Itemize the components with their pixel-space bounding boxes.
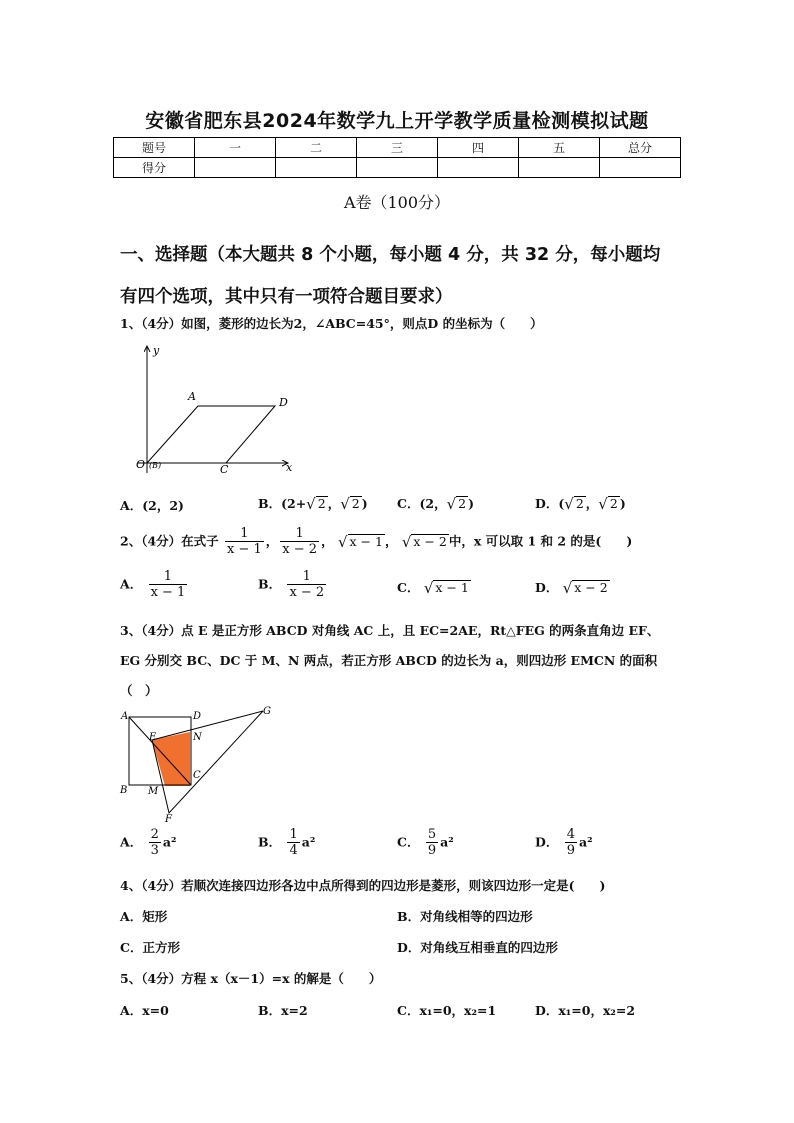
rhombus-abcd — [147, 406, 275, 463]
q4-option-c: C．正方形 — [120, 940, 180, 955]
point-n-label: N — [193, 732, 202, 743]
section-heading: A卷（100分） — [343, 193, 451, 212]
fraction: $\frac{1}{x - 2}$ — [282, 526, 318, 557]
point-c-label: C — [220, 463, 229, 476]
score-cell — [600, 158, 681, 178]
point-e-label: E — [149, 732, 157, 743]
score-cell — [519, 158, 600, 178]
q3-option-d: D． $\frac{4}{9}$ a² — [535, 827, 593, 858]
point-b-label: (B) — [149, 461, 162, 470]
score-cell — [195, 158, 276, 178]
question-3-text: 3、（4分）点 E 是正方形 ABCD 对角线 AC 上，且 EC=2AE，Rt△FEG 的两条直角边 EF、 EG 分别交 BC、DC 于 M、N 两点，若正方形 ABCD 的边长为 a，则四边形 EMCN 的面积 （ ） — [120, 623, 660, 698]
y-axis-label: y — [153, 344, 160, 357]
sqrt-expression: √ 2 — [598, 495, 618, 513]
score-table-header-cell: 一 — [195, 138, 276, 158]
question-2-text: 2、（4分）在式子 $\frac{1}{x - 1}$ ， $\frac{1}{x - 2}$ ， √ x − 1 ， √ x − 2 中，x 可以取 1 和 2 的是( ) — [120, 526, 633, 557]
q2-option-a: A． $\frac{1}{x - 1}$ — [120, 569, 186, 600]
point-b-label: B — [120, 785, 128, 796]
fraction: $\frac{2}{3}$ — [150, 827, 159, 858]
score-cell — [276, 158, 357, 178]
sqrt-expression: √ x − 1 — [423, 579, 469, 597]
point-c-label: C — [193, 770, 201, 781]
score-table-header-cell: 五 — [519, 138, 600, 158]
score-table-header-cell: 二 — [276, 138, 357, 158]
sqrt-expression: √ 2 — [340, 495, 360, 513]
page-title: 安徽省肥东县2024年数学九上开学教学质量检测模拟试题 — [145, 110, 649, 132]
fraction: $\frac{1}{4}$ — [289, 827, 298, 858]
part-heading-line: 有四个选项，其中只有一项符合题目要求） — [120, 287, 453, 307]
part-heading-line: 一、选择题（本大题共 8 个小题，每小题 4 分，共 32 分，每小题均 — [120, 245, 661, 265]
sqrt-expression: √ x − 2 — [562, 579, 608, 597]
score-table-header-cell: 四 — [438, 138, 519, 158]
sqrt-expression: √ x − 2 — [401, 532, 447, 551]
q5-option-d: D．x₁=0，x₂=2 — [535, 1003, 636, 1018]
fraction: $\frac{1}{x - 1}$ — [227, 526, 262, 557]
q2-option-c: C． √ x − 1 — [397, 579, 469, 597]
q1-option-d: D．(√ 2 ，√ 2 ) — [535, 495, 626, 513]
score-table — [113, 137, 681, 178]
q4-option-b: B．对角线相等的四边形 — [397, 909, 533, 924]
point-d-label: D — [279, 396, 288, 409]
point-o-label: O — [136, 458, 146, 471]
sqrt-expression: √ x − 1 — [337, 532, 383, 551]
x-axis-label: x — [286, 461, 293, 474]
question-1-text: 1、（4分）如图，菱形的边长为2，∠ABC=45°，则点D 的坐标为（ ） — [120, 316, 543, 331]
score-table-header-cell: 总分 — [600, 138, 681, 158]
sqrt-expression: √ 2 — [306, 495, 326, 513]
q5-option-a: A．x=0 — [120, 1003, 169, 1018]
sqrt-expression: √ 2 — [564, 495, 584, 513]
q3-option-b: B． $\frac{1}{4}$ a² — [258, 827, 316, 858]
question-4-text: 4、（4分）若顺次连接四边形各边中点所得到的四边形是菱形，则该四边形一定是( ) — [120, 878, 606, 893]
q3-option-c: C． $\frac{5}{9}$ a² — [397, 827, 454, 858]
question-5-text: 5、（4分）方程 x（x－1）=x 的解是（ ） — [120, 971, 382, 986]
score-table-header-cell: 三 — [357, 138, 438, 158]
score-cell — [357, 158, 438, 178]
q2-option-d: D． √ x − 2 — [535, 579, 608, 597]
q1-option-a: A．(2，2) — [120, 498, 184, 513]
q3-option-a: A． $\frac{2}{3}$ a² — [120, 827, 177, 858]
point-m-label: M — [148, 786, 159, 797]
point-f-label: F — [165, 814, 172, 824]
fraction: $\frac{5}{9}$ — [427, 827, 437, 858]
q1-option-b: B．(2+√ 2 ，√ 2 ) — [258, 495, 368, 513]
fraction: $\frac{1}{x - 2}$ — [289, 569, 325, 600]
question-1-figure — [118, 340, 303, 480]
q1-option-c: C．(2，√ 2 ) — [397, 495, 475, 513]
q5-option-c: C．x₁=0，x₂=1 — [397, 1003, 497, 1018]
point-a-label: A — [188, 390, 196, 403]
point-g-label: G — [263, 706, 271, 717]
q4-option-d: D．对角线互相垂直的四边形 — [397, 940, 558, 955]
score-table-row-label: 得分 — [114, 158, 195, 178]
fraction: $\frac{1}{x - 1}$ — [150, 569, 186, 600]
score-table-header-cell: 题号 — [114, 138, 195, 158]
point-a-label: A — [121, 711, 129, 722]
q4-option-a: A．矩形 — [120, 909, 168, 924]
fraction: $\frac{4}{9}$ — [566, 827, 575, 858]
score-table-score-row — [114, 158, 681, 178]
sqrt-expression: √ 2 — [446, 495, 467, 513]
score-cell — [438, 158, 519, 178]
question-3-figure — [115, 702, 280, 824]
q5-option-b: B．x=2 — [258, 1003, 308, 1018]
q2-option-b: B． $\frac{1}{x - 2}$ — [258, 569, 325, 600]
score-table-header-row — [114, 138, 681, 158]
point-d-label: D — [193, 711, 202, 722]
part-heading — [120, 234, 680, 318]
